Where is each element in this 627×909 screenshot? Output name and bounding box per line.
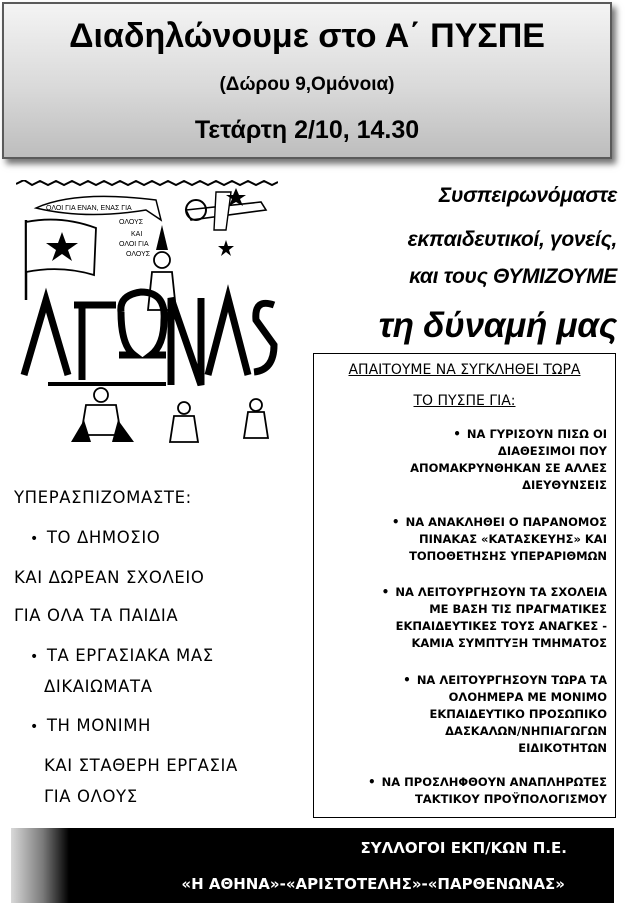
- speech-text-line2: ΟΛΟΥΣ: [119, 219, 144, 226]
- defend-line: ΚΑΙ ΣΤΑΘΕΡΗ ΕΡΓΑΣΙΑ: [44, 756, 238, 775]
- speech-text-line4: ΟΛΟΙ ΓΙΑ: [119, 241, 149, 248]
- struggle-poster-illustration: [16, 180, 278, 452]
- demands-box: [313, 353, 616, 818]
- page-title: Διαδηλώνουμε στο Α΄ ΠΥΣΠΕ: [69, 17, 545, 55]
- defend-heading: ΥΠΕΡΑΣΠΙΖΟΜΑΣΤΕ:: [14, 488, 192, 507]
- rally-line-3: και τους ΘΥΜΙΖΟΥΜΕ: [409, 265, 617, 288]
- bullet-icon: •: [453, 427, 461, 441]
- defend-item: • ΤΗ ΜΟΝΙΜΗ: [30, 716, 152, 735]
- footer-line-2: «Η ΑΘΗΝΑ»-«ΑΡΙΣΤΟΤΕΛΗΣ»-«ΠΑΡΘΕΝΩΝΑΣ»: [181, 875, 565, 893]
- bullet-icon: •: [30, 531, 39, 547]
- bullet-icon: •: [30, 649, 39, 665]
- bullet-icon: •: [403, 673, 411, 687]
- bullet-icon: •: [367, 775, 376, 789]
- bullet-icon: •: [30, 719, 39, 735]
- bullet-icon: •: [391, 515, 400, 529]
- rally-line-1: Συσπειρωνόμαστε: [438, 184, 617, 207]
- speech-text-line1: ΟΛΟΙ ΓΙΑ ΕΝΑΝ, ΕΝΑΣ ΓΙΑ: [46, 205, 132, 212]
- speech-text-line3: ΚΑΙ: [131, 231, 143, 238]
- demands-subheading: ΤΟ ΠΥΣΠΕ ΓΙΑ:: [413, 393, 516, 409]
- demand-item: • ΝΑ ΛΕΙΤΟΥΡΓΗΣΟΥΝ ΤΩΡΑ ΤΑ ΟΛΟΗΜΕΡΑ ΜΕ ΜΟΝΙΜΟ ΕΚΠΑΙΔΕΥΤΙΚΟ ΠΡΟΣΩΠΙΚΟ ΔΑΣΚΑΛΩΝ/ΝΗΠΙΑΓΩΓΩΝ ΕΙΔΙΚΟΤΗΤΩΝ: [403, 673, 607, 755]
- footer-line-1: ΣΥΛΛΟΓΟΙ ΕΚΠ/ΚΩΝ Π.Ε.: [360, 839, 567, 857]
- demands-heading: ΑΠΑΙΤΟΥΜΕ ΝΑ ΣΥΓΚΛΗΘΕΙ ΤΩΡΑ: [348, 362, 581, 378]
- header-banner: [2, 2, 612, 159]
- defend-item: • ΤΑ ΕΡΓΑΣΙΑΚΑ ΜΑΣ: [30, 646, 214, 665]
- rally-line-4: τη δύναμή μας: [378, 306, 617, 345]
- rally-address: (Δώρου 9,Ομόνοια): [219, 74, 395, 95]
- footer-signature: [11, 828, 614, 903]
- defend-line: ΓΙΑ ΟΛΑ ΤΑ ΠΑΙΔΙΑ: [14, 606, 179, 625]
- defend-line: ΔΙΚΑΙΩΜΑΤΑ: [44, 677, 153, 696]
- demand-item: • ΝΑ ΑΝΑΚΛΗΘΕΙ Ο ΠΑΡΑΝΟΜΟΣ ΠΙΝΑΚΑΣ «ΚΑΤΑΣΚΕΥΗΣ» ΚΑΙ ΤΟΠΟΘΕΤΗΣΗΣ ΥΠΕΡΑΡΙΘΜΩΝ: [391, 515, 607, 563]
- demand-item: • ΝΑ ΠΡΟΣΛΗΦΘΟΥΝ ΑΝΑΠΛΗΡΩΤΕΣ ΤΑΚΤΙΚΟΥ ΠΡΟΫΠΟΛΟΓΙΣΜΟΥ: [367, 775, 607, 806]
- rally-datetime: Τετάρτη 2/10, 14.30: [194, 116, 420, 144]
- defend-item: • ΤΟ ΔΗΜΟΣΙΟ: [30, 528, 161, 547]
- demand-item: • ΝΑ ΛΕΙΤΟΥΡΓΗΣΟΥΝ ΤΑ ΣΧΟΛΕΙΑ ΜΕ ΒΑΣΗ ΤΙΣ ΠΡΑΓΜΑΤΙΚΕΣ ΕΚΠΑΙΔΕΥΤΙΚΕΣ ΤΟΥΣ ΑΝΑΓΚΕΣ - ΚΑΜΙΑ ΣΥΜΠΤΥΞΗ ΤΜΗΜΑΤΟΣ: [381, 585, 607, 650]
- defend-line: ΚΑΙ ΔΩΡΕΑΝ ΣΧΟΛΕΙΟ: [14, 568, 205, 587]
- demand-item: • ΝΑ ΓΥΡΙΣΟΥΝ ΠΙΣΩ ΟΙ ΔΙΑΘΕΣΙΜΟΙ ΠΟΥ ΑΠΟΜΑΚΡΥΝΘΗΚΑΝ ΣΕ ΑΛΛΕΣ ΔΙΕΥΘΥΝΣΕΙΣ: [410, 427, 607, 492]
- speech-text-line5: ΟΛΟΥΣ: [126, 251, 151, 258]
- defend-line: ΓΙΑ ΟΛΟΥΣ: [44, 787, 138, 806]
- rally-line-2: εκπαιδευτικοί, γονείς,: [407, 228, 617, 251]
- bullet-icon: •: [381, 585, 390, 599]
